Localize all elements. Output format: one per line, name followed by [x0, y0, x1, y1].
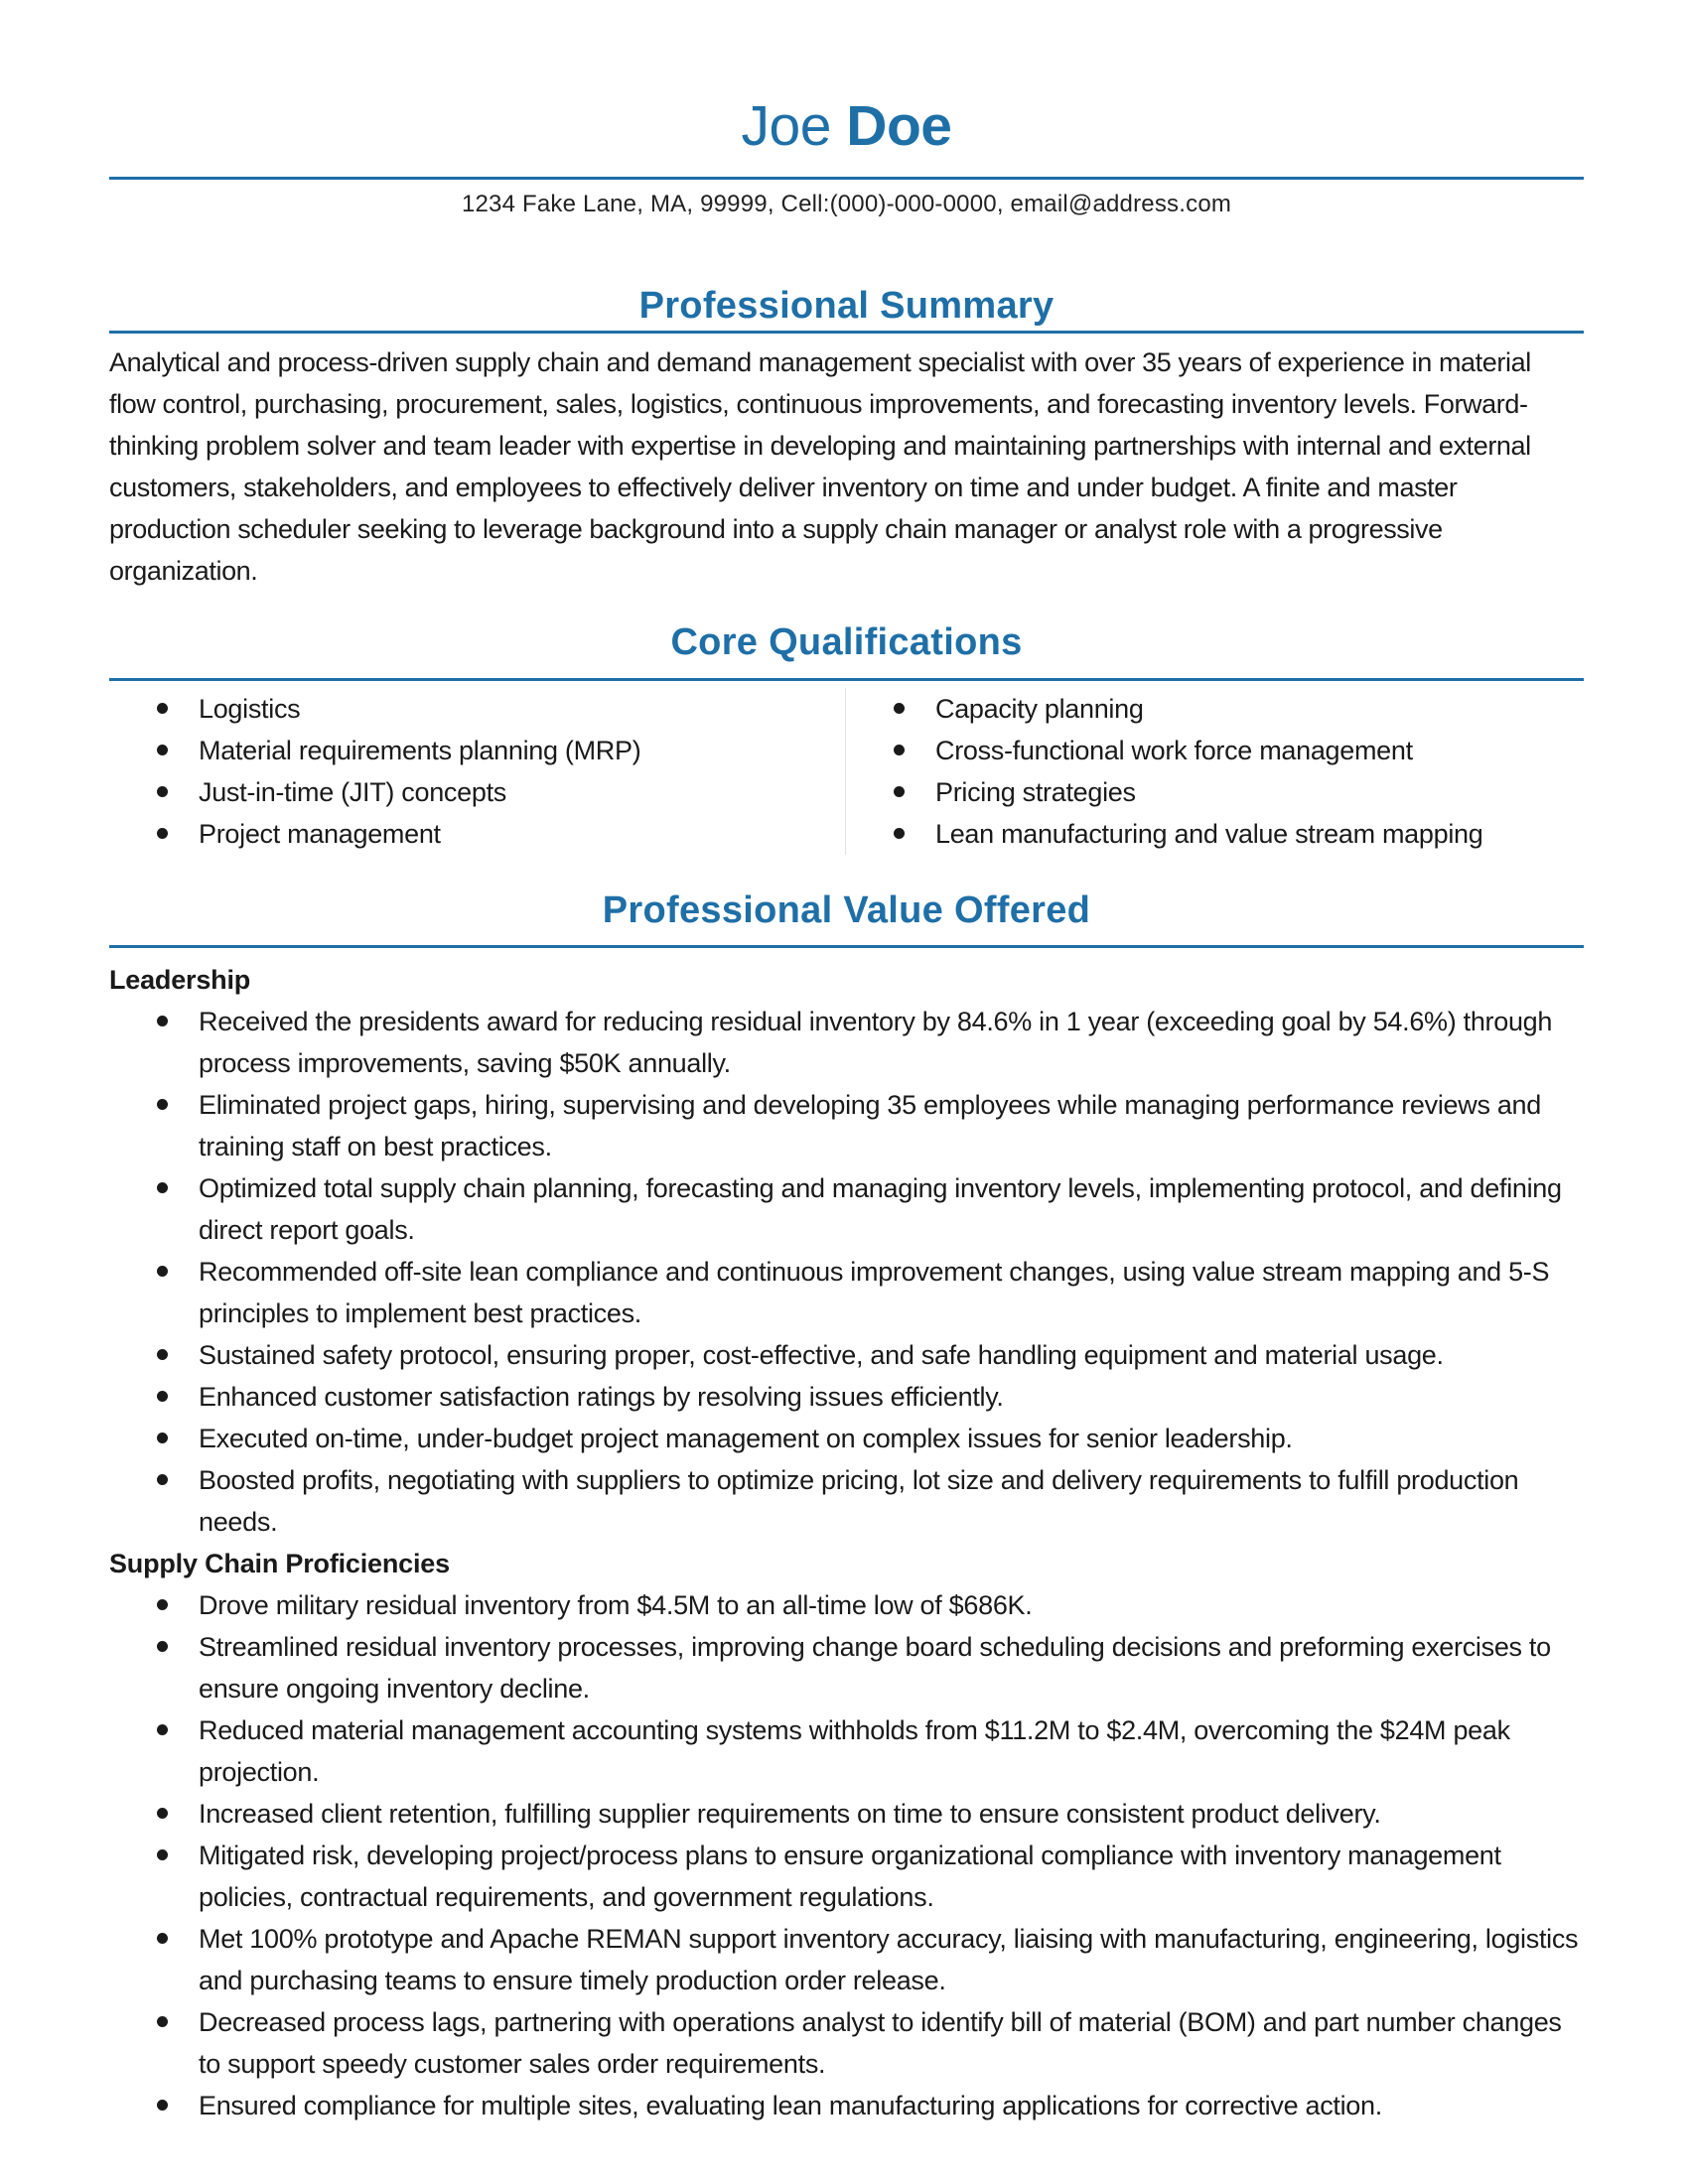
- summary-divider: [109, 331, 1584, 334]
- list-item: Boosted profits, negotiating with suppliers to optimize pricing, lot size and delivery requirements to fulfill production needs.: [109, 1459, 1584, 1543]
- list-item: Reduced material management accounting systems withholds from $11.2M to $2.4M, overcoming the $24M peak projection.: [109, 1709, 1584, 1793]
- qualification-item: Logistics: [109, 688, 845, 730]
- list-item: Recommended off-site lean compliance and continuous improvement changes, using value stream mapping and 5-S principles to implement best practices.: [109, 1251, 1584, 1334]
- qualification-item: Lean manufacturing and value stream mapping: [846, 813, 1584, 855]
- contact-info: 1234 Fake Lane, MA, 99999, Cell:(000)-000-0000, email@address.com: [461, 191, 1232, 217]
- list-item: Streamlined residual inventory processes, improving change board scheduling decisions and preforming exercises to ensure ongoing inventory decline.: [109, 1626, 1584, 1709]
- value-offered-section: [109, 959, 1584, 2126]
- list-item: Enhanced customer satisfaction ratings by resolving issues efficiently.: [109, 1376, 1584, 1418]
- qualification-item: Cross-functional work force management: [846, 730, 1584, 771]
- leadership-heading: Leadership: [109, 965, 251, 995]
- list-item: Executed on-time, under-budget project management on complex issues for senior leadership.: [109, 1418, 1584, 1459]
- supply-chain-list: [109, 1584, 1584, 2126]
- list-item: Mitigated risk, developing project/process plans to ensure organizational compliance with inventory management policies, contractual requirements, and government regulations.: [109, 1835, 1584, 1918]
- qualifications-grid: [109, 688, 1584, 859]
- list-item: Increased client retention, fulfilling supplier requirements on time to ensure consistent product delivery.: [109, 1793, 1584, 1835]
- list-item: Ensured compliance for multiple sites, evaluating lean manufacturing applications for corrective action.: [109, 2085, 1584, 2126]
- first-name: Joe: [741, 94, 831, 158]
- summary-text: Analytical and process-driven supply chain and demand management specialist with over 35 years of experience in material flow control, purchasing, procurement, sales, logistics, continuous improvements, and forecasting inventory levels. Forward-thinking problem solver and team leader with expertise in developing and maintaining partnerships with internal and external customers, stakeholders, and employees to effectively deliver inventory on time and under budget. A finite and master production scheduler seeking to leverage background into a supply chain manager or analyst role with a progressive organization.: [109, 347, 1531, 586]
- candidate-name: [109, 91, 1584, 161]
- qualifications-right-list: [846, 688, 1584, 855]
- list-item: Optimized total supply chain planning, forecasting and managing inventory levels, implementing protocol, and defining direct report goals.: [109, 1167, 1584, 1251]
- qualification-item: Material requirements planning (MRP): [109, 730, 845, 771]
- list-item: Eliminated project gaps, hiring, supervising and developing 35 employees while managing performance reviews and training staff on best practices.: [109, 1084, 1584, 1167]
- qualifications-divider: [109, 678, 1584, 681]
- value-offered-divider: [109, 945, 1584, 948]
- qualification-item: Capacity planning: [846, 688, 1584, 730]
- qualifications-title: Core Qualifications: [670, 621, 1023, 663]
- list-item: Decreased process lags, partnering with operations analyst to identify bill of material (BOM) and part number changes to support speedy customer sales order requirements.: [109, 2001, 1584, 2085]
- list-item: Received the presidents award for reducing residual inventory by 84.6% in 1 year (exceeding goal by 54.6%) through process improvements, saving $50K annually.: [109, 1001, 1584, 1084]
- qualification-item: Pricing strategies: [846, 771, 1584, 813]
- value-offered-title: Professional Value Offered: [602, 889, 1091, 931]
- list-item: Sustained safety protocol, ensuring proper, cost-effective, and safe handling equipment and material usage.: [109, 1334, 1584, 1376]
- header-divider: [109, 177, 1584, 180]
- qualifications-left-list: [109, 688, 845, 855]
- qualification-item: Project management: [109, 813, 845, 855]
- leadership-list: [109, 1001, 1584, 1543]
- last-name: Doe: [846, 94, 952, 158]
- summary-title: Professional Summary: [638, 285, 1055, 327]
- qualification-item: Just-in-time (JIT) concepts: [109, 771, 845, 813]
- list-item: Drove military residual inventory from $4.5M to an all-time low of $686K.: [109, 1584, 1584, 1626]
- supply-chain-heading: Supply Chain Proficiencies: [109, 1549, 450, 1578]
- list-item: Met 100% prototype and Apache REMAN support inventory accuracy, liaising with manufacturing, engineering, logistics and purchasing teams to ensure timely production order release.: [109, 1918, 1584, 2001]
